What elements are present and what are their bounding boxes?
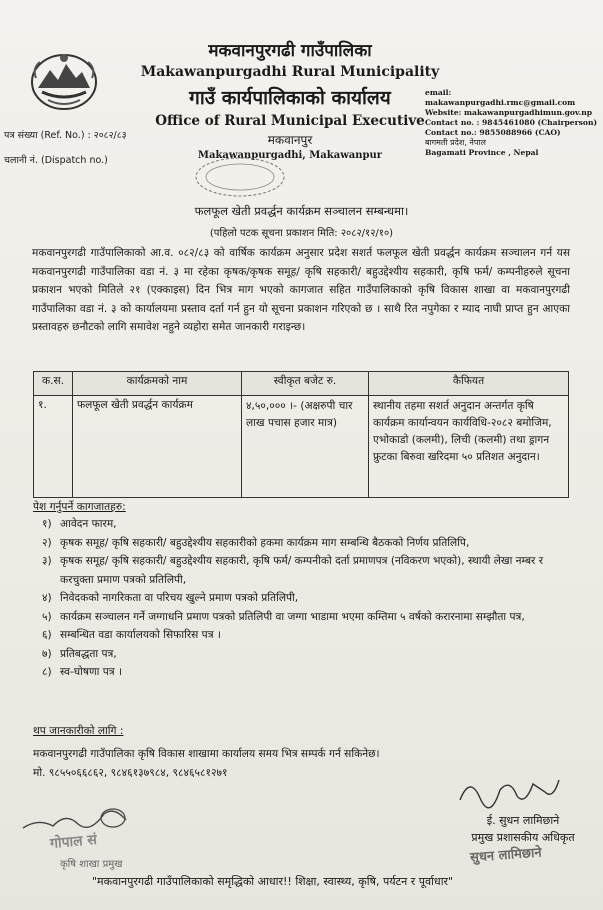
footer-slogan: "मकवानपुरगढी गाउँपालिकाको समृद्धिको आधार!! शिक्षा, स्वास्थ्य, कृषि, पर्यटन र पूर्वाधार" bbox=[92, 875, 454, 888]
location-en: Makawanpurgadhi, Makawanpur bbox=[197, 150, 383, 161]
cell-name: फलफूल खेती प्रवर्द्धन कार्यक्रम bbox=[73, 396, 242, 498]
body-paragraph: मकवानपुरगढी गाउँपालिकाको आ.व. ०८२/८३ को वार्षिक कार्यक्रम अनुसार प्रदेश सशर्त फलफूल खेती प्रवर्द्धन कार्यक्रम सञ्चालन गर्न यस मकवानपुरगढी गाउँपालिका वडा नं. ३ मा रहेका कृषक/कृषक समूह/ कृषि सहकारी/ बहुउद्देश्यीय सहकारी, कृषि फर्म/ कम्पनीहरुले सूचना प्रकाशन भएको मितिले २१ (एक्काइस) दिन भित्र माग भएको कागजात सहित गाउँपालिकाको कृषि विकास शाखा वा मकवानपुरगढी गाउँपालिका वडा नं. ३ को कार्यालयमा प्रस्ताव दर्ता गर्न हुन यो सूचना प्रकाशन गरिएको छ । साथै रित नपुगेका र म्याद नाघी प्राप्त हुन आएका प्रस्तावहरु छनौटको लागि समावेश नहुने व्यहोरा समेत जानकारी गराइन्छ। bbox=[32, 247, 570, 333]
info-text: मकवानपुरगढी गाउँपालिका कृषि विकास शाखामा कार्यालय समय भित्र सम्पर्क गर्न सकिनेछ। bbox=[33, 748, 380, 760]
nepal-emblem-icon bbox=[28, 48, 100, 112]
ref-number: पत्र संख्या (Ref. No.) : २०८२/८३ bbox=[4, 130, 127, 141]
phone-numbers: मो. ९८५५०६६८६२, ९८४६१३७९८४, ९८४६५८१२७१ bbox=[33, 767, 228, 779]
province-np: बागमती प्रदेश, नेपाल bbox=[425, 138, 486, 147]
contact-block bbox=[425, 88, 600, 158]
letterhead bbox=[140, 38, 440, 161]
website: Website: makawanpurgadhimun.gov.np bbox=[425, 108, 593, 117]
province-en: Bagamati Province , Nepal bbox=[425, 148, 539, 157]
subject-line: फलफूल खेती प्रवर्द्धन कार्यक्रम सञ्चालन सम्बन्धमा। bbox=[194, 204, 409, 218]
signatory-name: ई. सुधन लामिछाने bbox=[486, 814, 560, 827]
list-item: ४) निवेदकको नागरिकता वा परिचय खुल्ने प्रमाण पत्रको प्रतिलिपी, bbox=[42, 592, 299, 604]
contact-chairperson: Contact no. : 9845461080 (Chairperson) bbox=[425, 118, 598, 127]
col-header-remarks: कैफियत bbox=[369, 372, 569, 396]
email: email: makawanpurgadhi.rmc@gmail.com bbox=[425, 88, 576, 107]
table-header-row bbox=[34, 372, 569, 396]
notice-date: (पहिलो पटक सूचना प्रकाशन मिति: २०८२/१२/१०) bbox=[209, 228, 394, 239]
list-item: ६) सम्बन्धित वडा कार्यालयको सिफारिस पत्र । bbox=[42, 629, 221, 641]
cell-remarks: स्थानीय तहमा सशर्त अनुदान अन्तर्गत कृषि कार्यक्रम कार्यान्वयन कार्यविधि-२०८२ बमोजिम, एभोकाडो (कलमी), लिची (कलमी) तथा ड्रागन फ्रुटका बिरुवा खरिदमा ५० प्रतिशत अनुदान। bbox=[369, 396, 569, 498]
list-item: २) कृषक समूह/ कृषि सहकारी/ बहुउद्देश्यीय सहकारीको हकमा कार्यक्रम माग सम्बन्धि बैठकको निर्णय प्रतिलिपि, bbox=[42, 536, 470, 549]
signatory-title: प्रमुख प्रशासकीय अधिकृत bbox=[471, 831, 575, 844]
location-np: मकवानपुर bbox=[267, 133, 313, 147]
contact-cao: Contact no.: 9855088966 (CAO) bbox=[425, 128, 561, 137]
cell-budget: ४,५०,००० ।- (अक्षरुपी चार लाख पचास हजार मात्र) bbox=[242, 396, 369, 498]
municipality-name-np: मकवानपुरगढी गाउँपालिका bbox=[208, 41, 372, 61]
left-signatory-role: कृषि शाखा प्रमुख bbox=[60, 859, 123, 870]
list-item: ५) कार्यक्रम सञ्चालन गर्ने जग्गाधनि प्रमाण पत्रको प्रतिलिपी वा जग्गा भाडामा भएमा कम्तिमा ५ वर्षको करारनामा सम्झौता पत्र, bbox=[42, 610, 525, 623]
col-header-name: कार्यक्रमको नाम bbox=[73, 372, 242, 396]
dispatch-number: चलानी नं. (Dispatch no.) bbox=[4, 155, 108, 166]
list-item: ८) स्व-घोषणा पत्र । bbox=[42, 666, 122, 678]
info-title: थप जानकारीको लागि : bbox=[33, 725, 124, 737]
table-row bbox=[34, 396, 569, 498]
office-name-np: गाउँ कार्यपालिकाको कार्यालय bbox=[189, 87, 391, 109]
signatory-block bbox=[463, 812, 583, 846]
col-header-sn: क.स. bbox=[34, 372, 73, 396]
office-stamp-icon bbox=[180, 155, 300, 200]
left-signatory-name: गोपाल सं bbox=[49, 831, 98, 853]
cell-sn: १. bbox=[34, 396, 73, 498]
program-table bbox=[33, 371, 569, 498]
list-item: १) आवेदन फारम, bbox=[42, 518, 117, 530]
signature-icon bbox=[455, 770, 565, 810]
municipality-name-en: Makawanpurgadhi Rural Municipality bbox=[140, 64, 440, 80]
col-header-budget: स्वीकृत बजेट रु. bbox=[242, 372, 369, 396]
documents-list bbox=[42, 515, 572, 682]
signatory-stamp: सुधन लामिछाने bbox=[469, 845, 543, 866]
list-item: ७) प्रतिबद्धता पत्र, bbox=[42, 647, 117, 660]
list-item: ३) कृषक समूह/ कृषि सहकारी/ बहुउद्देश्यीय सहकारी, कृषि फर्म/ कम्पनीको दर्ता प्रमाणपत्र (नविकरण भएको), स्थायी लेखा नम्बर र करचुक्ता प्रमाण पत्रको प्रतिलिपी, bbox=[42, 555, 544, 586]
documents-title: पेश गर्नुपर्ने कागजातहरु: bbox=[33, 501, 126, 513]
office-name-en: Office of Rural Municipal Executive bbox=[155, 113, 425, 129]
